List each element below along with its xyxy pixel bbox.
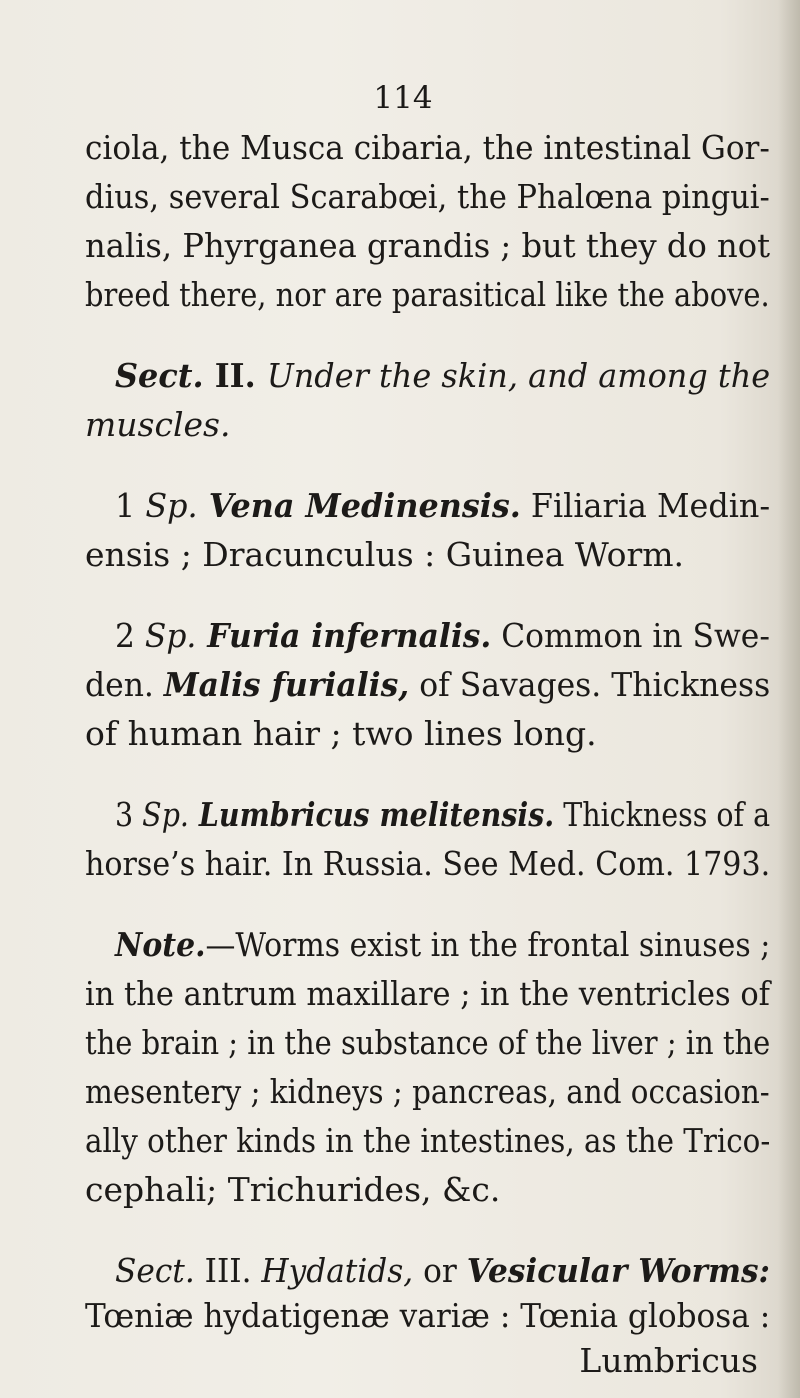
- text-line: of human hair ; two lines long.: [85, 714, 597, 753]
- sect-or: or: [413, 1251, 467, 1290]
- text-line: mesentery ; kidneys ; pancreas, and occasion-: [85, 1072, 770, 1111]
- text-line: [85, 665, 770, 705]
- sect-title: Under the skin, and among the: [266, 356, 771, 395]
- species-number: 2: [115, 616, 145, 655]
- text-line: nalis, Phyrganea grandis ; but they do not: [85, 226, 770, 265]
- species-label: Sp.: [145, 486, 198, 525]
- note-text: —Worms exist in the frontal sinuses ;: [205, 925, 771, 964]
- text-line: cephali; Trichurides, &c.: [85, 1170, 501, 1209]
- page-edge-shadow: [778, 0, 800, 1398]
- section-heading: [115, 1251, 770, 1291]
- species-entry: [115, 486, 770, 526]
- species-name: Vena Medinensis.: [197, 486, 521, 525]
- text-line: ciola, the Musca cibaria, the intestinal Gor-: [85, 128, 770, 167]
- sect-title-alt: Vesicular Worms:: [466, 1251, 771, 1290]
- species-entry: [115, 795, 770, 835]
- species-text: Filiaria Medin-: [520, 486, 771, 525]
- section-heading-cont: [85, 405, 230, 445]
- sect-label: Sect.: [115, 1251, 195, 1290]
- text-span: den.: [85, 665, 164, 704]
- page-number: 114: [373, 80, 433, 116]
- catchword: Lumbricus: [579, 1341, 758, 1380]
- text-line: breed there, nor are parasitical like the above.: [85, 275, 770, 314]
- species-number: 3: [115, 795, 143, 834]
- text-line: in the antrum maxillare ; in the ventricles of: [85, 974, 770, 1013]
- section-heading: [115, 356, 770, 396]
- text-line: Tœniæ hydatigenæ variæ : Tœnia globosa :: [85, 1296, 771, 1335]
- text-line: ensis ; Dracunculus : Guinea Worm.: [85, 535, 684, 574]
- species-text: Thickness of a: [554, 795, 771, 834]
- text-line: the brain ; in the substance of the liver ; in the: [85, 1023, 771, 1062]
- sect-title: Hydatids,: [261, 1251, 414, 1290]
- species-label: Sp.: [144, 616, 197, 655]
- sect-label: Sect.: [115, 356, 204, 395]
- sect-number: III.: [194, 1251, 262, 1290]
- species-entry: [115, 616, 770, 656]
- species-number: 1: [115, 486, 146, 525]
- text-span: of Savages. Thickness: [409, 665, 771, 704]
- species-name-alt: Malis furialis,: [163, 665, 410, 704]
- sect-title-cont: muscles.: [85, 405, 231, 444]
- species-label: Sp.: [142, 795, 189, 834]
- text-line: dius, several Scarabœi, the Phalœna pingui-: [85, 177, 770, 216]
- text-line: horse’s hair. In Russia. See Med. Com. 1793.: [85, 844, 771, 883]
- species-text: Common in Swe-: [491, 616, 770, 655]
- text-line: ally other kinds in the intestines, as the Trico-: [85, 1121, 771, 1160]
- species-name: Furia infernalis.: [196, 616, 492, 655]
- note-label: Note.: [115, 925, 206, 964]
- species-name: Lumbricus melitensis.: [188, 795, 555, 834]
- note-line: [115, 925, 770, 965]
- sect-number: II.: [203, 356, 267, 395]
